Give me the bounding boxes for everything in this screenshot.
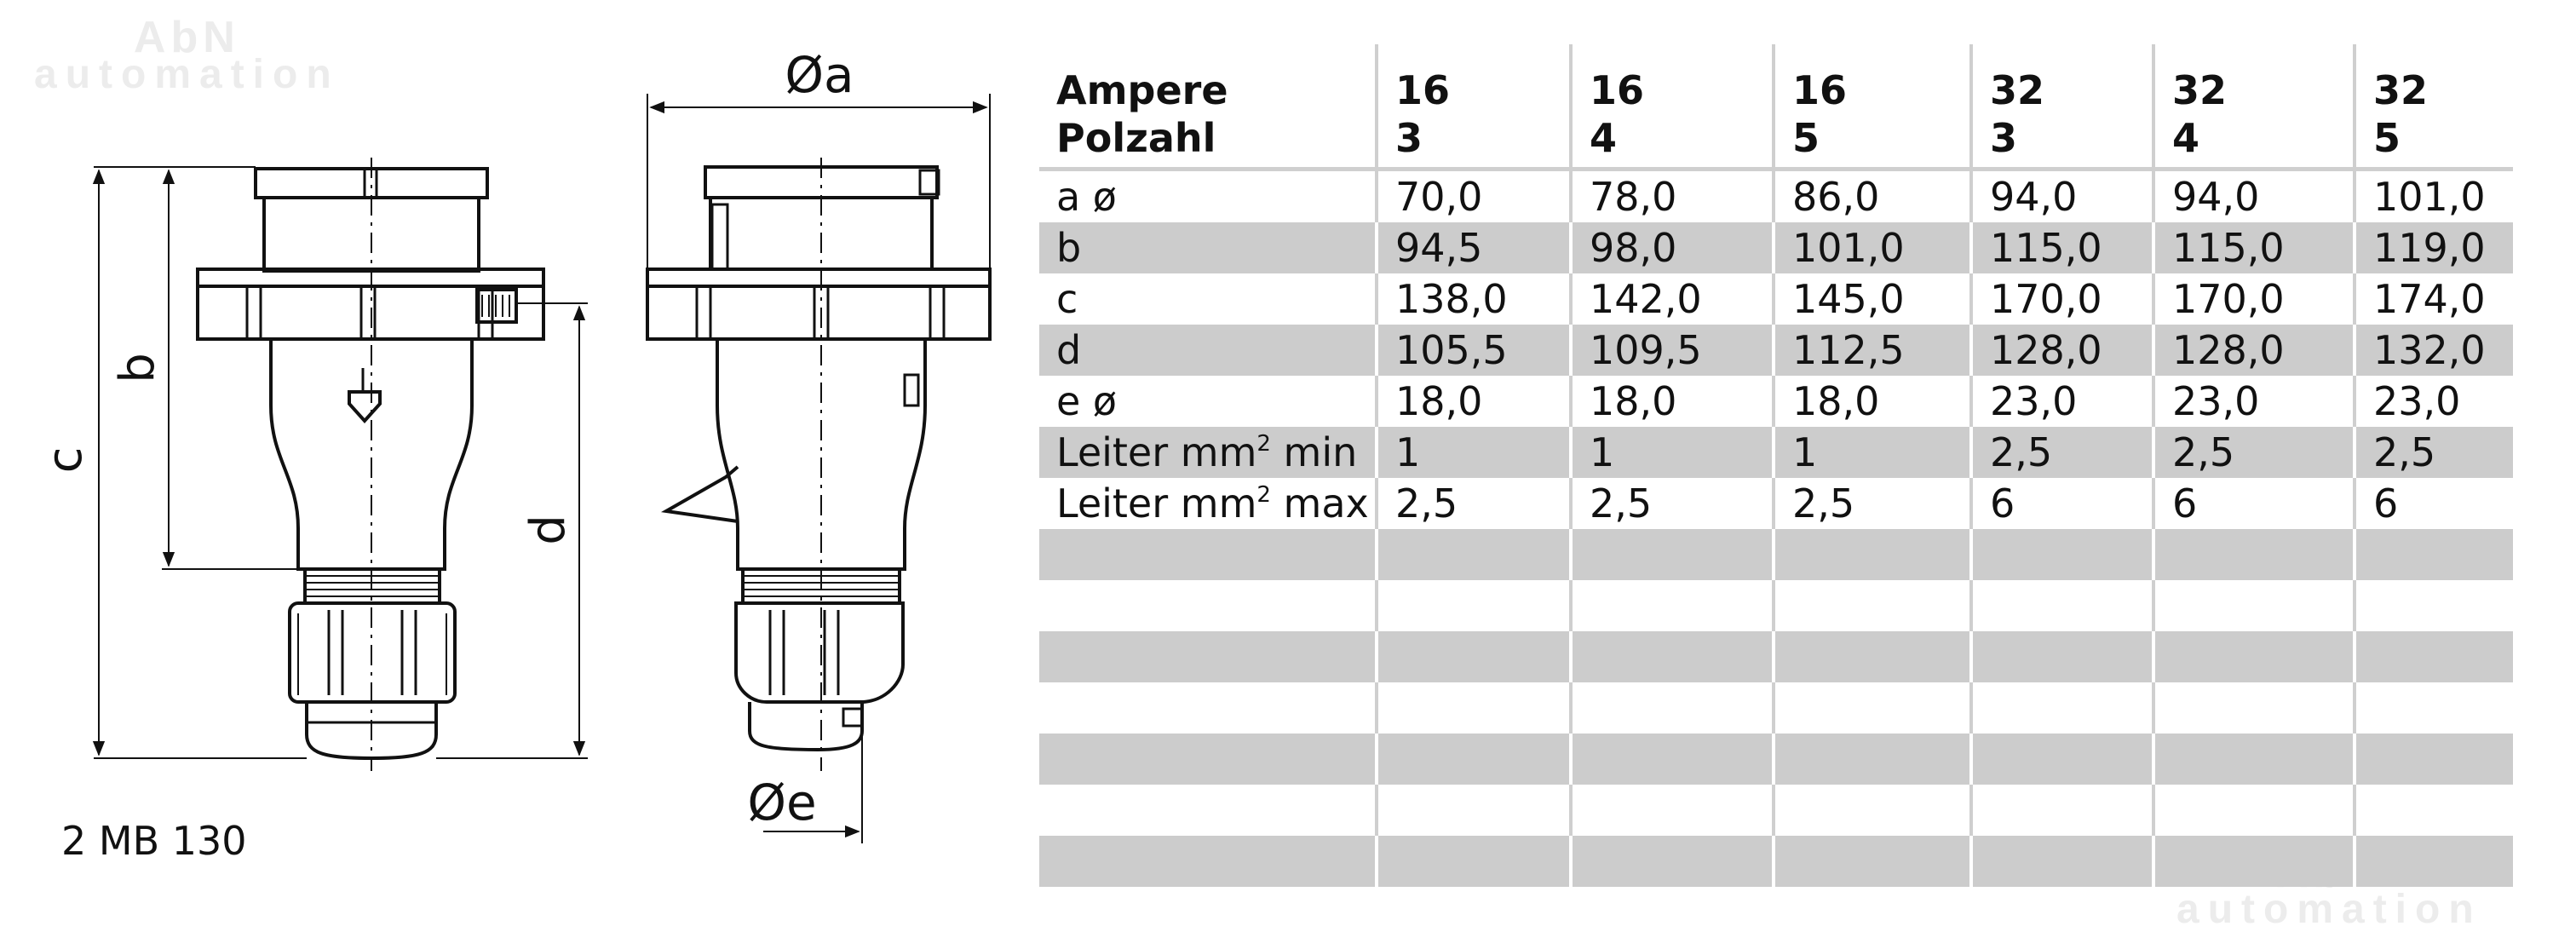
header-label-cell: [1039, 44, 1377, 170]
header-poles-label: Polzahl: [1056, 115, 1216, 162]
empty-cell: [1571, 734, 1774, 785]
dim-label-d: d: [520, 515, 576, 545]
dim-label-b: b: [110, 353, 165, 383]
empty-cell: [1039, 734, 1377, 785]
header-ampere: 16: [1395, 67, 1451, 113]
empty-cell: [1971, 682, 2153, 734]
table-cell: 115,0: [2153, 222, 2355, 273]
header-cell: [1971, 44, 2153, 170]
empty-cell: [2355, 682, 2513, 734]
row-label-sup: 2: [1256, 482, 1271, 509]
table-cell: 1: [1774, 427, 1971, 478]
header-ampere: 32: [2172, 67, 2228, 113]
table-row-empty: [1039, 529, 2513, 580]
table-cell: 6: [2153, 478, 2355, 529]
header-cell: [1377, 44, 1571, 170]
empty-cell: [1377, 785, 1571, 836]
header-cell: [2153, 44, 2355, 170]
plug-technical-drawing: [0, 0, 1039, 924]
empty-cell: [2355, 836, 2513, 887]
table-cell: 2,5: [2355, 427, 2513, 478]
header-poles: 5: [2373, 115, 2401, 162]
watermark-line2: automation: [2176, 887, 2482, 932]
table-cell: 23,0: [2355, 376, 2513, 427]
row-label: d: [1039, 325, 1377, 376]
row-label-text: Leiter mm: [1056, 429, 1257, 476]
empty-cell: [2355, 785, 2513, 836]
table-row-empty: [1039, 580, 2513, 631]
header-poles: 5: [1792, 115, 1820, 162]
row-label-text: Leiter mm: [1056, 480, 1257, 527]
table-row-empty: [1039, 836, 2513, 887]
table-cell: 119,0: [2355, 222, 2513, 273]
dim-label-c: c: [37, 446, 93, 474]
table-cell: 2,5: [1377, 478, 1571, 529]
table-cell: 109,5: [1571, 325, 1774, 376]
header-cell: [1774, 44, 1971, 170]
table-cell: 128,0: [1971, 325, 2153, 376]
table-row-empty: [1039, 785, 2513, 836]
empty-cell: [1971, 631, 2153, 682]
table-cell: 2,5: [1774, 478, 1971, 529]
table-cell: 170,0: [2153, 273, 2355, 325]
empty-cell: [1571, 785, 1774, 836]
empty-cell: [1774, 580, 1971, 631]
header-ampere-label: Ampere: [1056, 67, 1228, 113]
empty-cell: [1377, 529, 1571, 580]
header-poles: 3: [1395, 115, 1423, 162]
empty-cell: [1377, 631, 1571, 682]
table-cell: 128,0: [2153, 325, 2355, 376]
empty-cell: [1971, 734, 2153, 785]
row-label-suffix: min: [1270, 429, 1358, 476]
table-cell: 6: [2355, 478, 2513, 529]
table-cell: 6: [1971, 478, 2153, 529]
header-ampere: 16: [1590, 67, 1645, 113]
empty-cell: [1039, 529, 1377, 580]
empty-cell: [1774, 836, 1971, 887]
table-row-empty: [1039, 631, 2513, 682]
dim-label-a: Øa: [785, 46, 854, 104]
table-row-conductor-max: [1039, 478, 2513, 529]
side-gland-nut: [736, 603, 903, 702]
empty-cell: [1039, 785, 1377, 836]
dim-label-e: Øe: [747, 774, 817, 831]
table-cell: 98,0: [1571, 222, 1774, 273]
table-header-row: [1039, 44, 2513, 170]
empty-cell: [1039, 631, 1377, 682]
empty-cell: [1774, 734, 1971, 785]
table-cell: 78,0: [1571, 170, 1774, 223]
empty-cell: [1971, 836, 2153, 887]
header-ampere: 16: [1792, 67, 1848, 113]
spec-table: [1039, 44, 2513, 887]
header-poles: 4: [1590, 115, 1618, 162]
empty-cell: [1774, 529, 1971, 580]
table-cell: 18,0: [1571, 376, 1774, 427]
table-cell: 132,0: [2355, 325, 2513, 376]
table-cell: 112,5: [1774, 325, 1971, 376]
table-cell: 18,0: [1774, 376, 1971, 427]
row-label: [1039, 427, 1377, 478]
table-cell: 2,5: [1571, 478, 1774, 529]
row-label: [1039, 478, 1377, 529]
header-poles: 4: [2172, 115, 2200, 162]
table-row-e: [1039, 376, 2513, 427]
empty-cell: [1971, 785, 2153, 836]
empty-cell: [1971, 580, 2153, 631]
empty-cell: [1971, 529, 2153, 580]
empty-cell: [1571, 836, 1774, 887]
header-ampere: 32: [1990, 67, 2045, 113]
empty-cell: [1039, 682, 1377, 734]
table-cell: 170,0: [1971, 273, 2153, 325]
table-cell: 101,0: [1774, 222, 1971, 273]
table-cell: 115,0: [1971, 222, 2153, 273]
empty-cell: [2153, 631, 2355, 682]
empty-cell: [1377, 734, 1571, 785]
table-cell: 94,0: [2153, 170, 2355, 223]
table-row-conductor-min: [1039, 427, 2513, 478]
empty-cell: [2153, 734, 2355, 785]
table-cell: 142,0: [1571, 273, 1774, 325]
table-cell: 70,0: [1377, 170, 1571, 223]
table-cell: 94,5: [1377, 222, 1571, 273]
empty-cell: [1774, 785, 1971, 836]
table-cell: 1: [1571, 427, 1774, 478]
empty-cell: [2355, 580, 2513, 631]
table-cell: 1: [1377, 427, 1571, 478]
table-row-b: [1039, 222, 2513, 273]
model-caption: 2 MB 130: [61, 818, 247, 864]
header-cell: [2355, 44, 2513, 170]
table-cell: 86,0: [1774, 170, 1971, 223]
table-cell: 94,0: [1971, 170, 2153, 223]
empty-cell: [1571, 580, 1774, 631]
empty-cell: [2355, 631, 2513, 682]
header-poles: 3: [1990, 115, 2018, 162]
table-cell: 2,5: [1971, 427, 2153, 478]
empty-cell: [2153, 682, 2355, 734]
table-row-a: [1039, 170, 2513, 223]
dimension-lines: [94, 94, 990, 843]
table-cell: 18,0: [1377, 376, 1571, 427]
empty-cell: [2355, 529, 2513, 580]
table-row-c: [1039, 273, 2513, 325]
table-cell: 23,0: [1971, 376, 2153, 427]
row-label: b: [1039, 222, 1377, 273]
empty-cell: [2153, 836, 2355, 887]
table-cell: 145,0: [1774, 273, 1971, 325]
table-row-d: [1039, 325, 2513, 376]
watermark-line1: AbN: [133, 13, 240, 62]
empty-cell: [2153, 580, 2355, 631]
table-cell: 2,5: [2153, 427, 2355, 478]
table-row-empty: [1039, 682, 2513, 734]
empty-cell: [1377, 682, 1571, 734]
empty-cell: [2153, 785, 2355, 836]
table-cell: 105,5: [1377, 325, 1571, 376]
table-cell: 101,0: [2355, 170, 2513, 223]
empty-cell: [1571, 682, 1774, 734]
empty-cell: [1377, 580, 1571, 631]
row-label: a ø: [1039, 170, 1377, 223]
empty-cell: [1571, 631, 1774, 682]
watermark-line2: automation: [34, 52, 340, 97]
table-row-empty: [1039, 734, 2513, 785]
side-view: [647, 167, 990, 750]
table-cell: 174,0: [2355, 273, 2513, 325]
empty-cell: [1774, 682, 1971, 734]
empty-cell: [1039, 836, 1377, 887]
header-ampere: 32: [2373, 67, 2429, 113]
empty-cell: [1039, 580, 1377, 631]
table-cell: 138,0: [1377, 273, 1571, 325]
empty-cell: [2355, 734, 2513, 785]
empty-cell: [2153, 529, 2355, 580]
row-label-sup: 2: [1256, 431, 1271, 457]
row-label-suffix: max: [1270, 480, 1369, 527]
side-latch: [666, 467, 738, 521]
empty-cell: [1571, 529, 1774, 580]
side-collar: [647, 269, 990, 339]
table-cell: 23,0: [2153, 376, 2355, 427]
row-label: e ø: [1039, 376, 1377, 427]
row-label: c: [1039, 273, 1377, 325]
empty-cell: [1377, 836, 1571, 887]
empty-cell: [1774, 631, 1971, 682]
header-cell: [1571, 44, 1774, 170]
